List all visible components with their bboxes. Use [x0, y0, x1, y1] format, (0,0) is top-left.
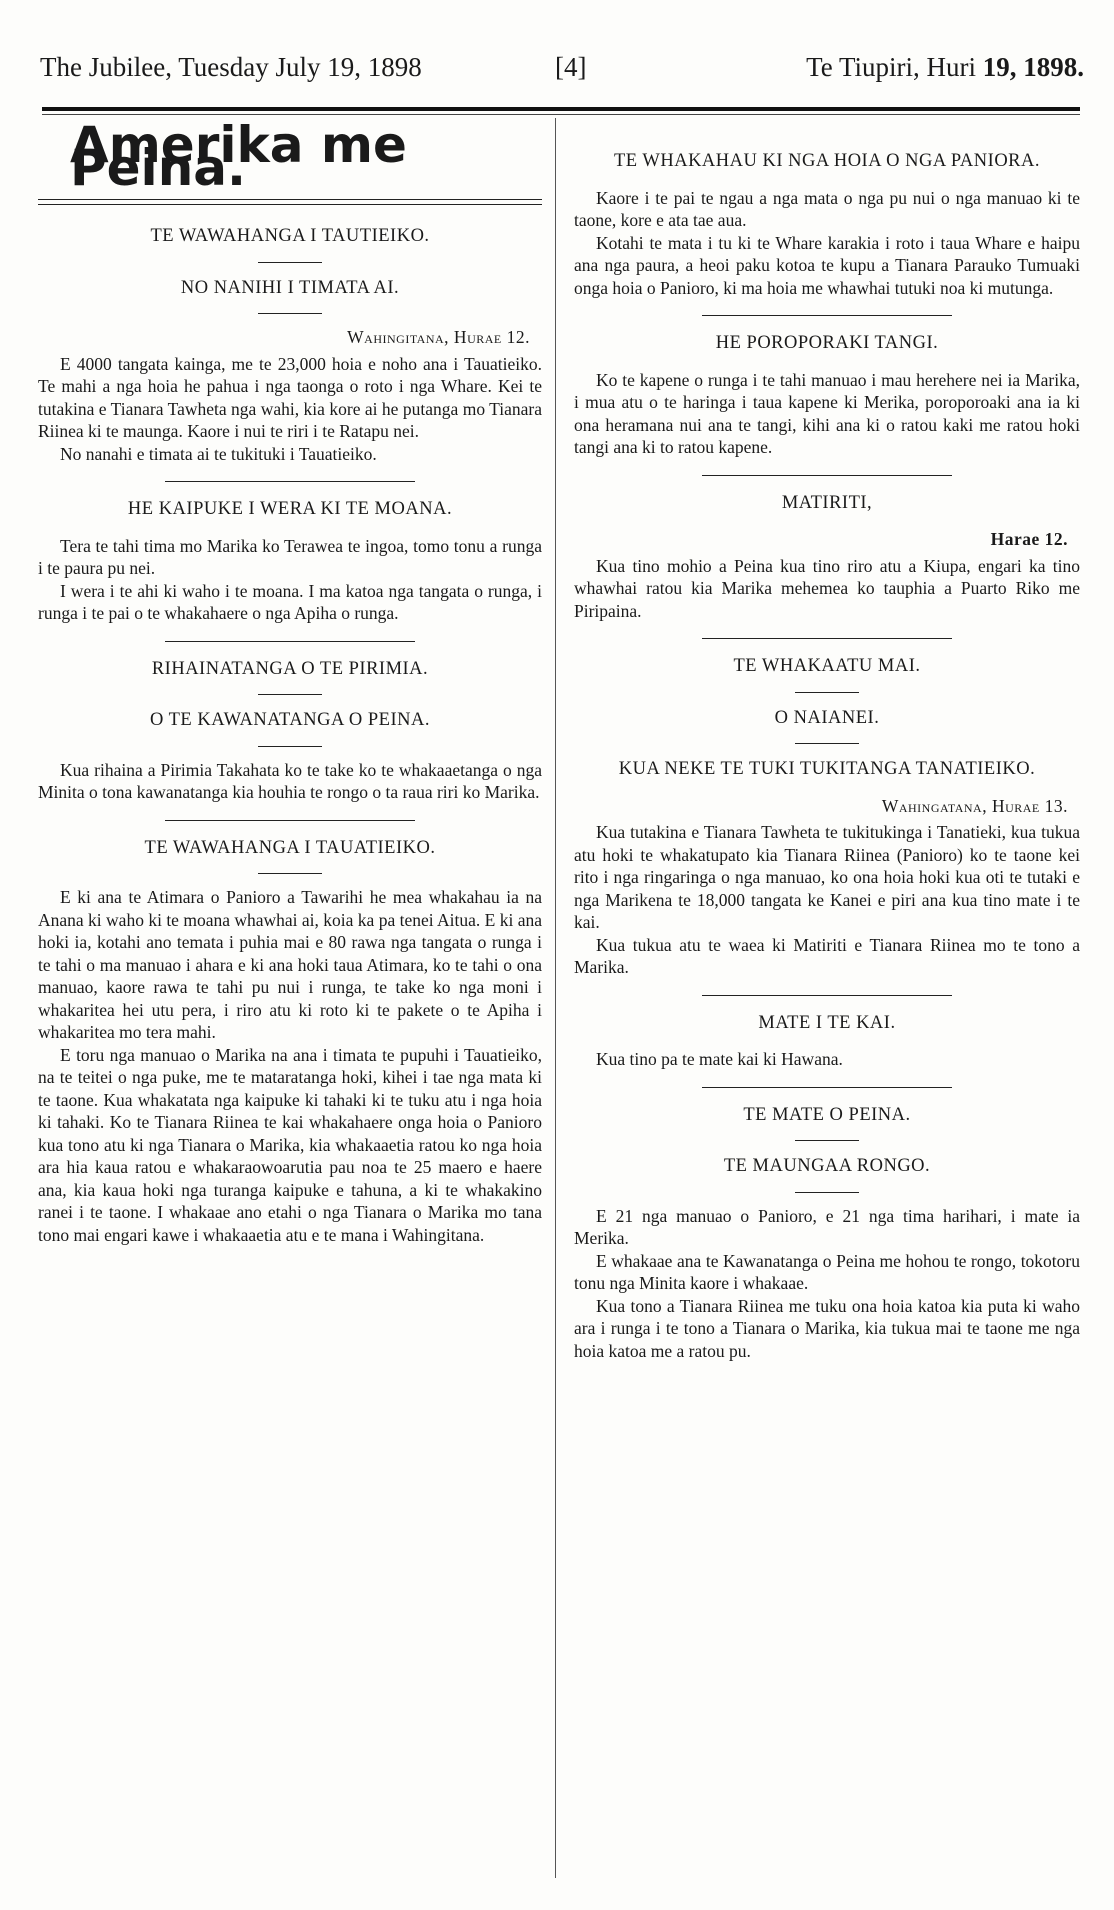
left-column — [30, 116, 550, 1246]
header-left: The Jubilee, Tuesday July 19, 1898 — [40, 52, 422, 82]
paragraph: Kua rihaina a Pirimia Takahata ko te take ko te whakaaetanga o nga Minita o tona kawanatanga kia houhia te rongo o ta raua riri ko Marika. — [38, 759, 542, 802]
divider — [258, 694, 322, 695]
page-header — [30, 52, 1084, 102]
masthead-title: Amerika me Peina. — [70, 116, 407, 197]
paragraph: E whakaae ana te Kawanatanga o Peina me hohou te rongo, tokotoru tonu nga Minita kaore i whakaae. — [574, 1250, 1080, 1293]
section-heading: HE KAIPUKE I WERA KI TE MOANA. — [127, 499, 453, 519]
section-heading: TE WHAKAATU MAI. — [733, 656, 921, 676]
header-rule-thin — [42, 114, 1080, 115]
section-divider — [702, 995, 952, 996]
dateline-text: Wahingatana, Hurae 13. — [881, 795, 1068, 816]
divider — [795, 1140, 859, 1141]
divider — [258, 873, 322, 874]
section-divider — [165, 641, 415, 642]
paragraph: Kua tino mohio a Peina kua tino riro atu a Kiupa, engari ka tino whawhai ratou kia Marika mehemea ko tauphia a Puarto Riko me Piripaina. — [574, 555, 1080, 621]
section-subheading: NO NANIHI I TIMATA AI. — [180, 277, 400, 298]
header-right-prefix: Te Tiupiri, Huri — [806, 52, 983, 82]
paragraph: E toru nga manuao o Marika na ana i timata te pupuhi i Tauatieiko, na te teitei o nga puke, me te mataratanga hoki, kihei i tae nga mata ki te taone. Kua whakatata nga kaipuke ki tahaki ki te tuku atu i nga hoia ki tahaki. Ko te Tianara Riinea te kai whakahaere onga hoia o Panioro kua tono atu ki nga Tianara o Marika, kia whakaaetia ratou ko nga hoia ara hia kaua ratou e whakaraowoarutia pau noa te 25 maero e haere ana, kia kaua hoki nga turanga kaipuke e tahuna, a ki te whakakino ranei i te taone. I whakaae ano etahi o nga Tianara o Marika mo tana tono mai engari kawe i whakaaetia atu e te mana i Wahingitana. — [38, 1044, 542, 1245]
dateline — [30, 326, 530, 349]
paragraph: Kua tino pa te mate kai ki Hawana. — [596, 1049, 843, 1069]
paragraph: No nanahi e timata ai te tukituki i Tauatieiko. — [60, 443, 377, 464]
section-heading: MATIRITI, — [781, 492, 873, 513]
paragraph: Kua tutakina e Tianara Tawheta te tukitukinga i Tanatieki, kua tukua atu hoki te whakatupato kia Tianara Riinea (Panioro) ko te taone kei rito i nga ringaringa o nga manuao, ko ona hoia hoki kua oti te tutaki e nga Marikena te 18,000 tangata ke Kanei e piri ana kua tino mate i te kai. — [574, 822, 1080, 932]
section-heading: TE WHAKAHAU KI NGA HOIA O NGA PANIORA. — [614, 151, 1040, 171]
paragraph: Kua tono a Tianara Riinea me tuku ona hoia katoa kia puta ki waho ara i runga i te tono a Tianara o Marika, kia tukua mai te taone me nga hoia katoa me a ratou pu. — [574, 1295, 1080, 1361]
section-heading: TE MATE O PEINA. — [743, 1104, 911, 1125]
section-heading: TE WAWAHANGA I TAUATIEIKO. — [144, 837, 436, 858]
column-divider — [555, 118, 556, 1878]
divider — [795, 1192, 859, 1193]
section-heading: RIHAINATANGA O TE PIRIMIA. — [151, 658, 429, 679]
divider — [795, 692, 859, 693]
section-heading: MATE I TE KAI. — [758, 1012, 896, 1033]
section-divider — [165, 481, 415, 482]
paragraph: Tera te tahi tima mo Marika ko Terawea te ingoa, tomo tonu a runga i te paura pu nei. — [38, 535, 542, 578]
section-heading: KUA NEKE TE TUKI TUKITANGA TANATIEIKO. — [618, 759, 1036, 779]
masthead-double-rule — [38, 199, 542, 205]
header-right — [806, 52, 1084, 83]
section-subheading: O NAIANEI. — [774, 707, 880, 728]
header-right-date: 19, 1898. — [982, 52, 1084, 82]
divider — [258, 313, 322, 314]
section-divider — [702, 638, 952, 639]
section-divider — [702, 1087, 952, 1088]
header-rule-thick — [42, 107, 1080, 111]
section-heading: TE MAUNGAA RONGO. — [723, 1156, 931, 1176]
section-heading: HE POROPORAKI TANGI. — [715, 333, 939, 353]
paragraph: Kaore i te pai te ngau a nga mata o nga pu nui o nga manuao ki te taone, kore e ata tae aua. — [574, 187, 1080, 230]
divider — [258, 262, 322, 263]
page-number: [4] — [555, 52, 587, 82]
paragraph: Kotahi te mata i tu ki te Whare karakia i roto i taua Whare e haipu ana nga paura, a heoi paku kotoa te kupu a Tianara Parauko Tumuaki onga hoia o Panioro, ki ma hoia me whawhai tutuki noa ki mutunga. — [574, 232, 1080, 298]
section-subheading: O TE KAWANATANGA O PEINA. — [149, 710, 430, 730]
section-divider — [702, 315, 952, 316]
section-heading: TE WAWAHANGA I TAUTIEIKO. — [150, 226, 430, 246]
section-divider — [702, 475, 952, 476]
dateline — [566, 795, 1068, 818]
dateline: Harae 12. — [990, 529, 1068, 549]
paragraph: E ki ana te Atimara o Panioro a Tawarihi he mea whakahau ia na Anana ki waho ki te moana whawhai ai, koia ka pa tenei Aitua. E ki ana hoki ia, kotahi ano temata i puhia mai e 80 rawa nga tangata o runga i te tahi o ma manuao i ahara e ki ana hoki taua Atimara, ko te tahi o ona manuao, kaore rawa te tahi pu nui i runga, te take ko nga moni i whakaritea hei utu pera, i riro atu ki roto ki te pakete o te Apiha i whakaritea mo tera mahi. — [38, 887, 542, 1042]
right-column — [566, 120, 1088, 1362]
paragraph: Ko te kapene o runga i te tahi manuao i mau herehere nei ia Marika, i mua atu o te haringa i taua kapene ki Merika, poroporoaki ana ia ki ona heramana nui ana te tangi, kihi ana ki o ratou kaki me ratou hoki tangi ana ki to ratou kapene. — [574, 369, 1080, 457]
paragraph: Kua tukua atu te waea ki Matiriti e Tianara Riinea mo te tono a Marika. — [574, 934, 1080, 977]
paragraph: E 4000 tangata kainga, me te 23,000 hoia e noho ana i Tauatieiko. Te mahi a nga hoia he pahua i nga taonga o roto i nga Whare. Kei te tutakina e Tianara Tawheta nga wahi, kia kore ai he putanga mo Tianara Riinea ki te maunga. Kaore i nui te riri i te Ratapu nei. — [38, 353, 542, 441]
divider — [795, 743, 859, 744]
dateline-text: Wahingitana, Hurae 12. — [347, 327, 530, 347]
section-divider — [165, 820, 415, 821]
paragraph: I wera i te ahi ki waho i te moana. I ma katoa nga tangata o runga, i runga i te pai o te whakahaere o nga Apiha o runga. — [38, 580, 542, 623]
paragraph: E 21 nga manuao o Panioro, e 21 nga tima harihari, i mate ia Merika. — [574, 1205, 1080, 1248]
divider — [258, 746, 322, 747]
